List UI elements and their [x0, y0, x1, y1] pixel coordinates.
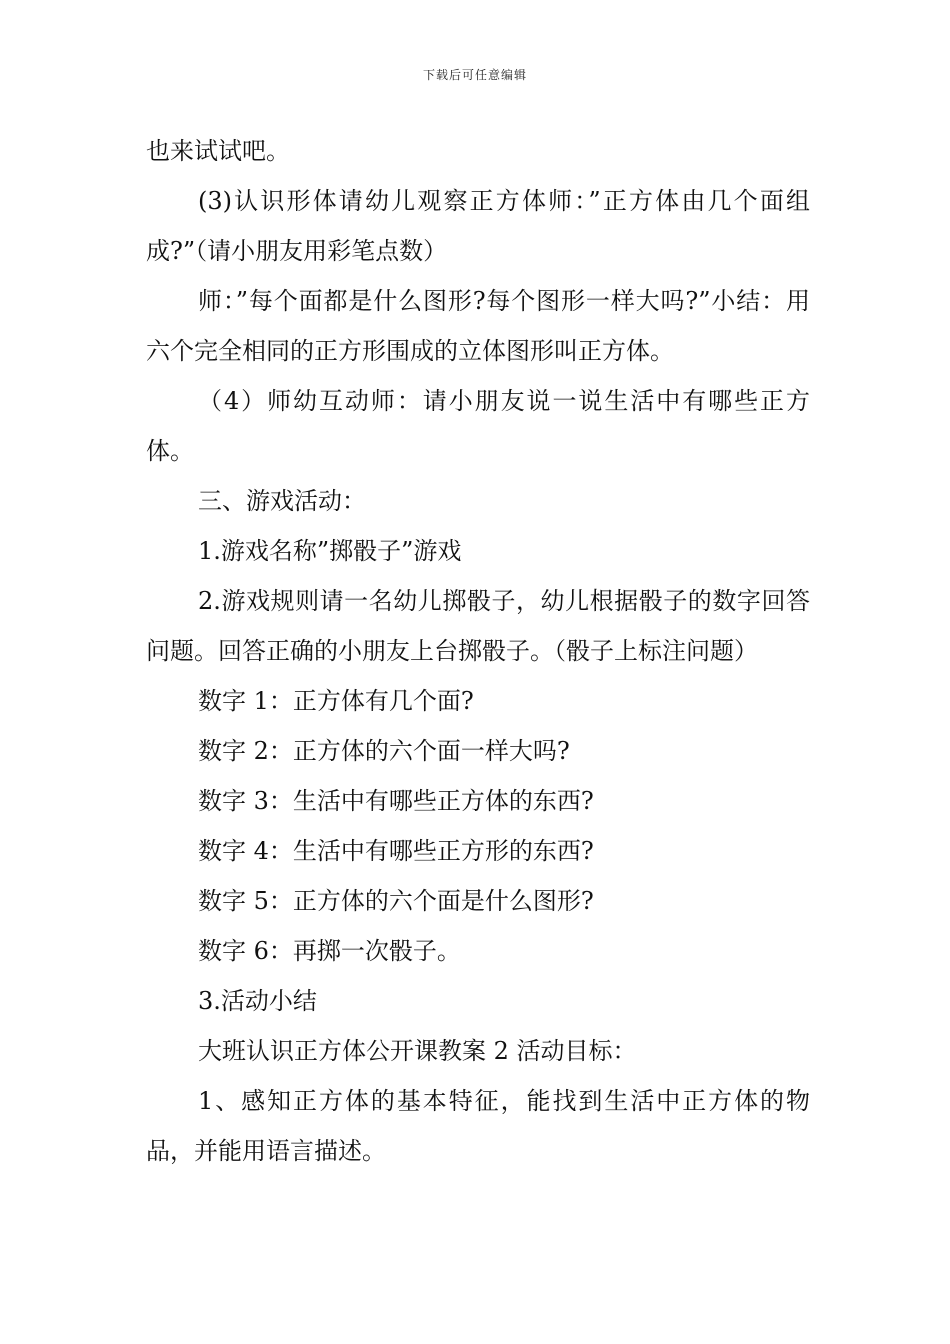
list-item: 3.活动小结	[198, 987, 317, 1015]
list-item: 1.游戏名称”掷骰子”游戏	[198, 537, 462, 565]
dice-question: 数字 1：正方体有几个面?	[198, 687, 474, 715]
document-body	[146, 126, 810, 1176]
paragraph: （4）师幼互动师：请小朋友说一说生活中有哪些正方体。	[146, 387, 810, 465]
list-item: 2.游戏规则请一名幼儿掷骰子，幼儿根据骰子的数字回答问题。回答正确的小朋友上台掷骰子。（骰子上标注问题）	[146, 587, 810, 665]
list-item: 1、感知正方体的基本特征，能找到生活中正方体的物品，并能用语言描述。	[146, 1087, 810, 1165]
dice-question: 数字 3：生活中有哪些正方体的东西?	[198, 787, 594, 815]
paragraph: 也来试试吧。	[146, 137, 290, 165]
section-heading: 大班认识正方体公开课教案 2 活动目标：	[198, 1037, 637, 1065]
dice-question: 数字 2：正方体的六个面一样大吗?	[198, 737, 570, 765]
paragraph: 师：”每个面都是什么图形?每个图形一样大吗?”小结：用六个完全相同的正方形围成的立体图形叫正方体。	[146, 287, 810, 365]
paragraph: (3)认识形体请幼儿观察正方体师：”正方体由几个面组成?”（请小朋友用彩笔点数）	[146, 187, 810, 265]
page-header: 下载后可任意编辑	[422, 68, 527, 82]
section-heading: 三、游戏活动：	[198, 487, 366, 515]
dice-question: 数字 4：生活中有哪些正方形的东西?	[198, 837, 594, 865]
dice-question: 数字 5：正方体的六个面是什么图形?	[198, 887, 594, 915]
dice-question: 数字 6：再掷一次骰子。	[198, 937, 461, 965]
